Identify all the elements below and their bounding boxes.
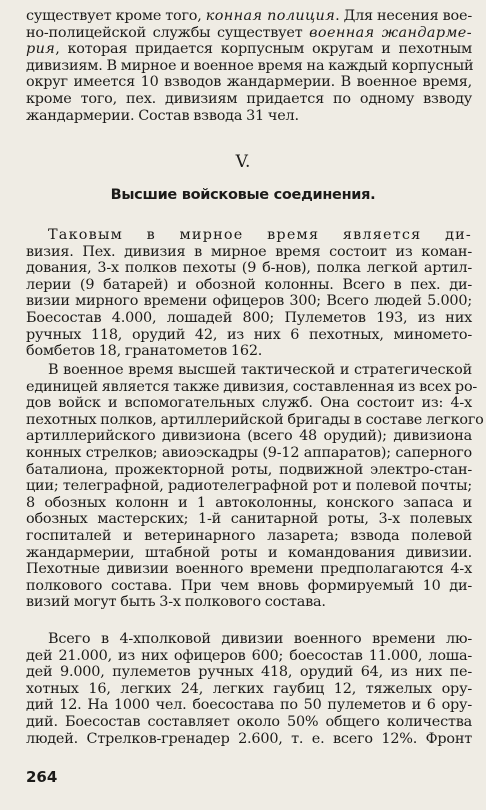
top-paragraph <box>26 8 472 124</box>
text-line: баталиона, прожекторной роты, подвижной электро-стан- <box>26 461 472 478</box>
text-line: визия. Пех. дивизия в мирное время состоит из коман- <box>26 243 472 260</box>
text-line: визии мирного времени офицеров 300; Всего людей 5.000; <box>26 293 472 310</box>
text-line: артиллерийского дивизиона (всего 48 орудий); дивизиона <box>26 428 472 445</box>
italic-term: военная жандарме- <box>309 24 472 41</box>
text-line: ции; телеграфной, радиотелеграфной рот и полевой почты; <box>26 478 472 495</box>
paragraph-text <box>26 8 472 124</box>
text-line: пехотных полков, артиллерийской бригады в составе легкого <box>26 411 484 428</box>
text-line: Всего в 4-хполковой дивизии военного времени лю- <box>48 631 472 647</box>
page-number: 264 <box>26 768 58 786</box>
text-line: людей. Стрелков-гренадер 2.600, т. е. всего 12%. Фронт <box>26 730 472 747</box>
italic-term: рия <box>26 41 56 58</box>
text-line: обозных мастерских; 1-й санитарной роты, 3-х полевых <box>26 511 472 528</box>
text-line: дий 12. На 1000 чел. боесостава по 50 пулеметов и 6 ору- <box>26 697 472 714</box>
text-line: дивизиям. В мирное и военное время на каждый корпусный <box>26 57 474 74</box>
text-line: дей 21.000, из них офицеров 600; боесостав 11.000, лоша- <box>26 647 472 664</box>
text-line: Таковым в мирное время является ди- <box>48 227 472 243</box>
text-line: лерии (9 батарей) и обозной колонны. Всего в пех. ди- <box>26 276 472 293</box>
paragraph-3 <box>26 631 472 747</box>
text-line: дования, 3-х полков пехоты (9 б-нов), полка легкой артил- <box>26 260 472 277</box>
paragraph-1 <box>26 227 472 360</box>
text-line: жандармерии, штабной роты и командования дивизии. <box>26 544 472 561</box>
text-line: ручных 118, орудий 42, из них 6 пехотных, миномето- <box>26 326 472 343</box>
text-line: хотных 16, легких 24, легких гаубиц 12, тяжелых ору- <box>26 680 472 697</box>
paragraph-2 <box>26 362 484 611</box>
text-line: существует кроме того, конная полиция. Для несения вое- <box>26 8 472 24</box>
text-line: 8 обозных колонн и 1 автоколонны, конского запаса и <box>26 494 472 511</box>
paragraph-text <box>26 362 484 611</box>
text-line: дов войск и вспомогательных служб. Она состоит из: 4-х <box>26 395 472 412</box>
text-line: единицей является также дивизия, составленная из всех ро- <box>26 378 478 395</box>
section-heading: Высшие войсковые соединения. <box>110 187 376 203</box>
text-line: но-полицейской службы существует военная жандарме- <box>26 24 472 41</box>
italic-term: конная полиция <box>205 8 336 24</box>
paragraph-text <box>26 227 472 360</box>
text-line: визий могут быть 3-х полкового состава. <box>26 594 326 611</box>
text-line: Боесостав 4.000, лошадей 800; Пулеметов 193, из них <box>26 309 472 326</box>
text-line: госпиталей и ветеринарного лазарета; взвода полевой <box>26 527 472 544</box>
chapter-number: V. <box>235 152 251 172</box>
text-line: дей 9.000, пулеметов ручных 418, орудий 64, из них пе- <box>26 664 472 681</box>
text-line: Пехотные дивизии военного времени предполагаются 4-х <box>26 561 472 578</box>
text-line: рия, которая придается корпусным округам и пехотным <box>26 41 472 58</box>
text-line: конных стрелков; авиоэскадры (9-12 аппаратов); саперного <box>26 444 472 461</box>
paragraph-text <box>26 631 472 747</box>
text-line: жандармерии. Состав взвода 31 чел. <box>26 107 299 124</box>
text-line: полкового состава. При чем вновь формируемый 10 ди- <box>26 577 472 594</box>
text-line: дий. Боесостав составляет около 50% общего количества <box>26 713 472 730</box>
text-line: кроме того, пех. дивизиям придается по одному взводу <box>26 90 472 107</box>
text-line: бомбетов 18, гранатометов 162. <box>26 343 263 360</box>
text-line: округ имеется 10 взводов жандармерии. В военное время, <box>26 74 472 91</box>
text-line: В военное время высшей тактической и стратегической <box>48 362 472 378</box>
